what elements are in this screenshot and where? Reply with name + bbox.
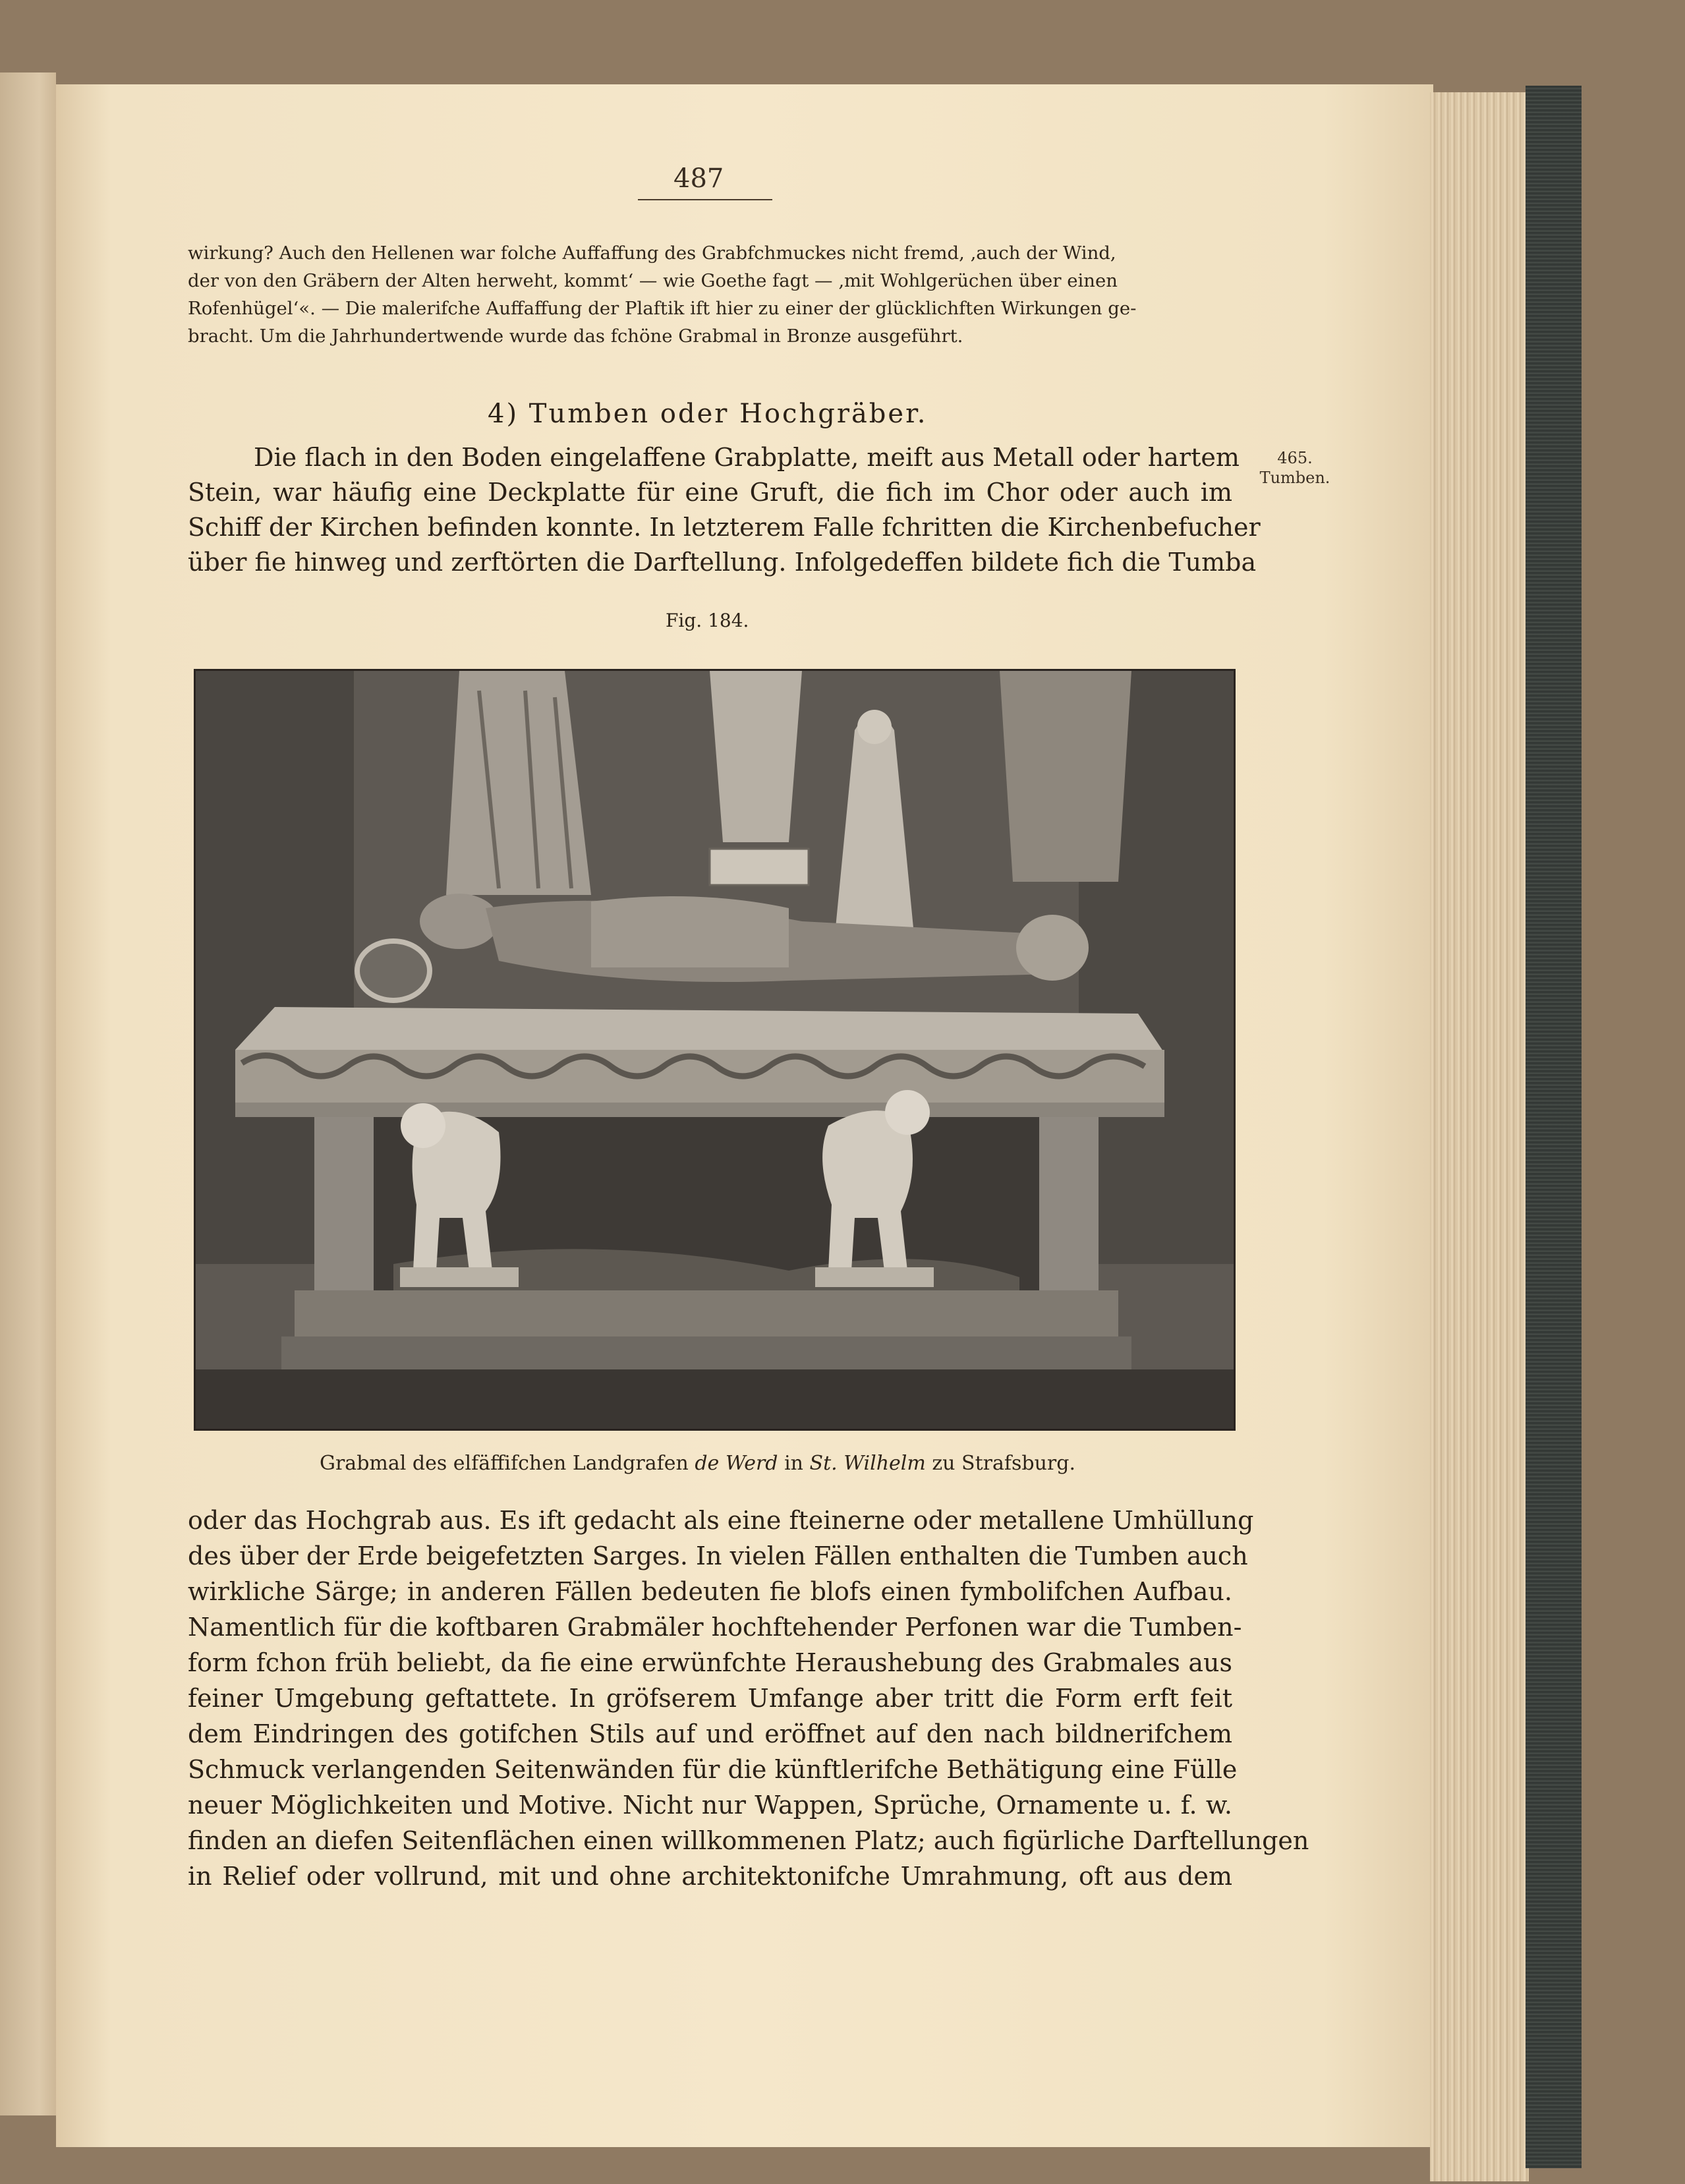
figure-caption — [320, 1452, 1075, 1475]
section-heading: 4) Tumben oder Hochgräber. — [488, 399, 928, 429]
figure-label: Fig. 184. — [666, 610, 749, 631]
tomb-photograph — [194, 669, 1236, 1431]
para2-line-1: oder das Hochgrab aus. Es ift gedacht als eine fteinerne oder metallene Umhüllung — [188, 1506, 1254, 1535]
para2-line-9: neuer Möglichkeiten und Motive. Nicht nur Wappen, Sprüche, Ornamente u. f. w. — [188, 1791, 1232, 1820]
caption-text-2: in — [784, 1452, 803, 1475]
intro-line-2: der von den Gräbern der Alten herweht, kommt‘ — wie Goethe fagt — ‚mit Wohlgerüchen über einen — [188, 270, 1118, 291]
para2-line-11: in Relief oder vollrund, mit und ohne architektonifche Umrahmung, oft aus dem — [188, 1862, 1232, 1891]
margin-note-label: Tumben. — [1259, 469, 1330, 487]
para1-line-3: Schiff der Kirchen befinden konnte. In letzterem Falle fchritten die Kirchenbefucher — [188, 513, 1261, 542]
para1-line-1: Die flach in den Boden eingelaffene Grabplatte, meift aus Metall oder hartem — [254, 443, 1240, 472]
intro-line-1: wirkung? Auch den Hellenen war folche Auffaffung des Grabfchmuckes nicht fremd, ‚auch der Wind, — [188, 243, 1116, 264]
para1-line-4: über fie hinweg und zerftörten die Darftellung. Infolgedeffen bildete fich die Tumba — [188, 548, 1257, 577]
para2-line-8: Schmuck verlangenden Seitenwänden für die künftlerifche Bethätigung eine Fülle — [188, 1755, 1238, 1784]
margin-note-number: 465. — [1277, 449, 1313, 467]
book-cover-edge — [1526, 86, 1582, 2168]
left-page-edge — [0, 72, 56, 2115]
background — [1582, 0, 1685, 2184]
caption-text-1: Grabmal des elfäffifchen Landgrafen — [320, 1452, 689, 1475]
intro-line-4: bracht. Um die Jahrhundertwende wurde das fchöne Grabmal in Bronze ausgeführt. — [188, 326, 963, 347]
para2-line-5: form fchon früh beliebt, da fie eine erwünfchte Heraushebung des Grabmales aus — [188, 1648, 1232, 1677]
page-number: 487 — [673, 163, 724, 194]
para2-line-2: des über der Erde beigefetzten Sarges. In vielen Fällen enthalten die Tumben auch — [188, 1541, 1248, 1570]
page-number-rule — [638, 199, 772, 200]
para2-line-3: wirkliche Särge; in anderen Fällen bedeuten fie blofs einen fymbolifchen Aufbau. — [188, 1577, 1232, 1606]
para2-line-10: finden an diefen Seitenflächen einen willkommenen Platz; auch figürliche Darftellungen — [188, 1826, 1309, 1855]
intro-line-3: Rofenhügel‘«. — Die malerifche Auffaffung der Plaftik ift hier zu einer der glücklichften Wirkungen ge- — [188, 298, 1137, 319]
para2-line-7: dem Eindringen des gotifchen Stils auf und eröffnet auf den nach bildnerifchem — [188, 1719, 1232, 1748]
para2-line-4: Namentlich für die koftbaren Grabmäler hochftehender Perfonen war die Tumben- — [188, 1613, 1242, 1642]
margin-note — [1255, 448, 1334, 488]
caption-place: St. Wilhelm — [809, 1452, 926, 1475]
tomb-illustration — [196, 671, 1234, 1429]
para2-line-6: feiner Umgebung geftattete. In gröfserem Umfange aber tritt die Form erft feit — [188, 1684, 1232, 1713]
para1-line-2: Stein, war häufig eine Deckplatte für eine Gruft, die fich im Chor oder auch im — [188, 478, 1232, 507]
caption-name: de Werd — [695, 1452, 778, 1475]
page-edges — [1430, 92, 1529, 2181]
caption-text-3: zu Strafsburg. — [932, 1452, 1075, 1475]
